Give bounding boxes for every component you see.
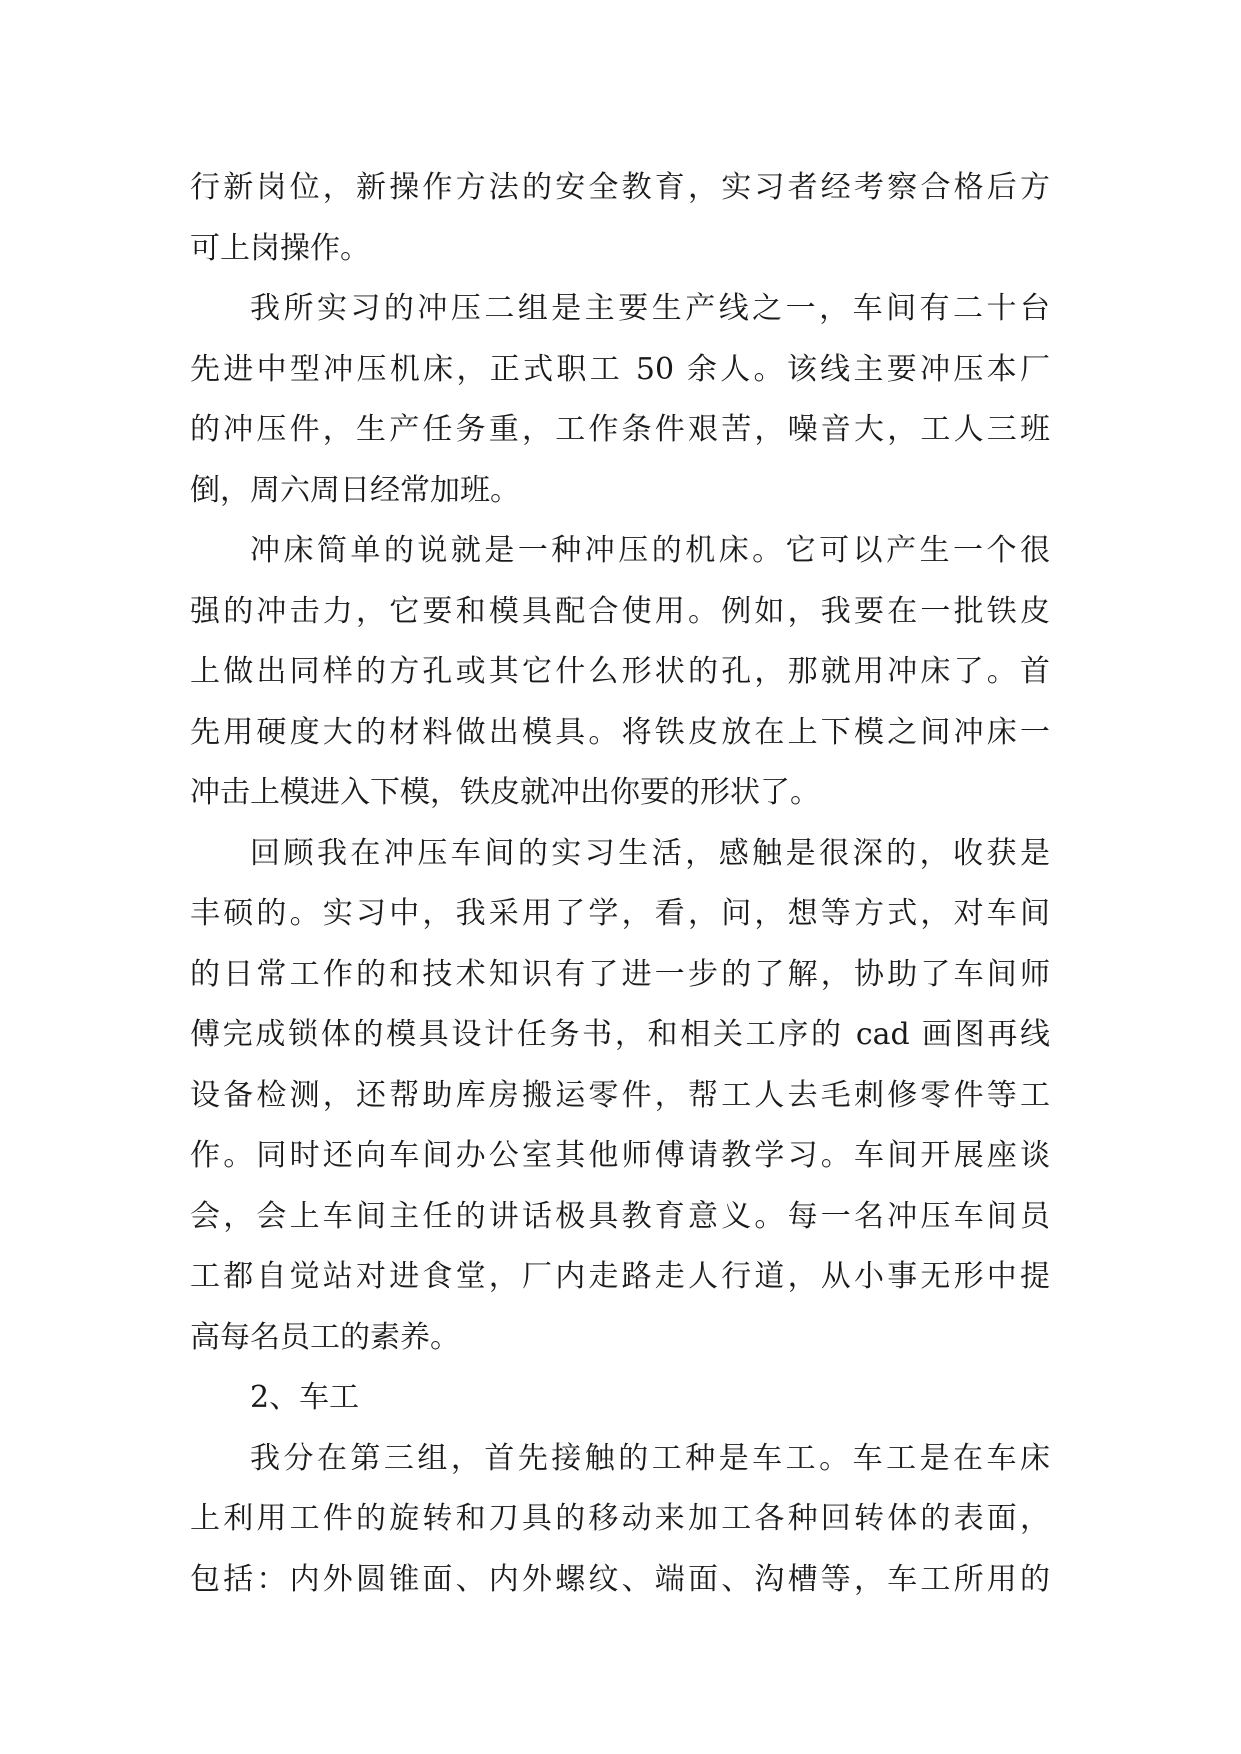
document-body (190, 158, 1050, 1610)
text-line: 冲击上模进入下模，铁皮就冲出你要的形状了。 (190, 775, 820, 810)
text-line: 上做出同样的方孔或其它什么形状的孔，那就用冲床了。首 (190, 654, 1050, 689)
text-line: 行新岗位，新操作方法的安全教育，实习者经考察合格后方 (190, 170, 1050, 205)
text-line: 回顾我在冲压车间的实习生活，感触是很深的，收获是 (250, 835, 1050, 871)
text-line: 强的冲击力，它要和模具配合使用。例如，我要在一批铁皮 (190, 593, 1050, 629)
text-line: 2、车工 (250, 1380, 360, 1415)
text-line: 傅完成锁体的模具设计任务书，和相关工序的 cad 画图再线 (190, 1017, 1050, 1052)
text-line: 冲床简单的说就是一种冲压的机床。它可以产生一个很 (250, 533, 1050, 568)
text-line: 高每名员工的素养。 (190, 1319, 460, 1355)
text-line: 丰硕的。实习中，我采用了学，看，问，想等方式，对车间 (190, 896, 1050, 931)
text-line: 倒，周六周日经常加班。 (190, 472, 520, 508)
text-line: 上利用工件的旋转和刀具的移动来加工各种回转体的表面， (190, 1501, 1050, 1536)
text-line: 的日常工作的和技术知识有了进一步的了解，协助了车间师 (190, 956, 1050, 992)
text-line: 先用硬度大的材料做出模具。将铁皮放在上下模之间冲床一 (190, 714, 1050, 750)
text-line: 我分在第三组，首先接触的工种是车工。车工是在车床 (250, 1440, 1050, 1476)
text-line: 会，会上车间主任的讲话极具教育意义。每一名冲压车间员 (190, 1198, 1050, 1234)
text-line: 设备检测，还帮助库房搬运零件，帮工人去毛刺修零件等工 (190, 1077, 1050, 1113)
text-line: 包括：内外圆锥面、内外螺纹、端面、沟槽等，车工所用的 (190, 1561, 1050, 1597)
text-line: 的冲压件，生产任务重，工作条件艰苦，噪音大，工人三班 (190, 412, 1050, 447)
text-line: 工都自觉站对进食堂，厂内走路走人行道，从小事无形中提 (190, 1259, 1050, 1294)
text-line: 作。同时还向车间办公室其他师傅请教学习。车间开展座谈 (190, 1138, 1050, 1173)
text-line: 先进中型冲压机床，正式职工 50 余人。该线主要冲压本厂 (190, 351, 1050, 387)
text-line: 可上岗操作。 (190, 230, 370, 266)
text-line: 我所实习的冲压二组是主要生产线之一，车间有二十台 (250, 291, 1050, 326)
